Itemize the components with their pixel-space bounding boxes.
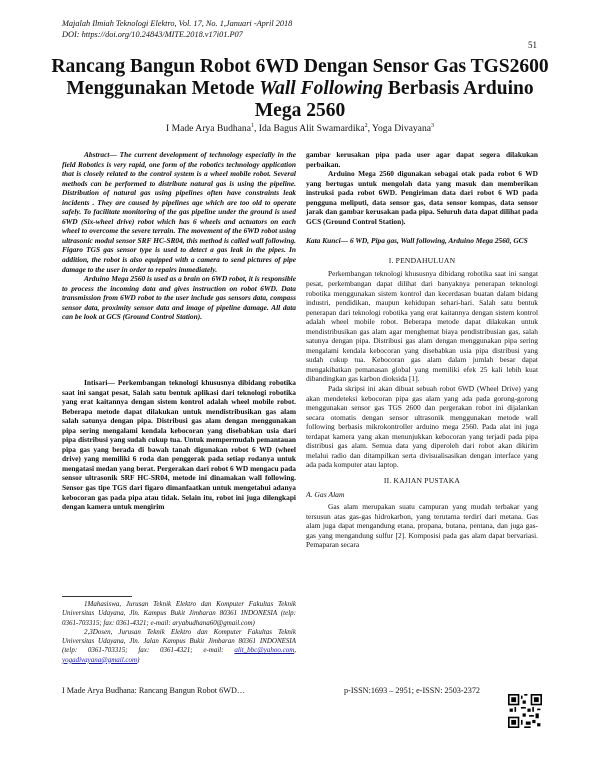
title-line-3: Mega 2560: [254, 100, 346, 121]
subsection-heading: A. Gas Alam: [306, 489, 345, 499]
authors: I Made Arya Budhana$^1$, Ida Bagus Alit Swamardika$^2$, Yoga Divayana$^3$: [166, 123, 434, 135]
section1-p2: Pada skripsi ini akan dibuat sebuah robot 6WD (Wheel Drive) yang akan mendeteksi kebocoran pipa gas alam yang ada pada gorong-gorong menggunakan sensor gas TGS 2600 dan pergerakan robot ini dijalankan secara otomatis dengan sensor ultrasonik menggunakan metode wall following berbasis mikrokontroller arduino mega 2560. Pada alat ini juga terdapat kamera yang akan menunjukkan kebocoran yang terjadi pada pipa distribusi gas alam. Semua data yang diperoleh dari robot akan dikirim melalui radio dan ditampilkan serta divisualisasikan dengan interface yang ada pada komputer atau laptop.: [306, 384, 538, 470]
intisari-p2: Arduino Mega 2560 digunakan sebagai otak pada robot 6 WD yang bertugas untuk mengolah data yang masuk dan memberikan instruksi pada robot 6WD. Pengiriman data dari robot 6 WD pada pengguna meliputi, data sensor gas, data sensor kompas, data sensor jarak dan gambar kerusakan pada pipa. Seluruh data dapat dilihat pada GCS (Ground Control Station).: [306, 169, 538, 226]
section-heading-1: I. PENDAHULUAN: [388, 255, 456, 265]
intisari-p1: Intisari— Perkembangan teknologi khususnya dibidang robotika saat ini sangat pesat, Salah satu bentuk aplikasi dari teknologi robotika yang erat kaitannya dengan sistem kontrol adalah wheel mobile robot. Beberapa metode dapat dilakukan untuk mendistribusikan gas alam salah satunya dengan pipa. Distribusi gas alam dengan menggunakan pipa sering mengalami kendala kebocoran yang disebabkan usia dari pipa distribusi yang sudah cukup tua. Untuk mempermudah pemantauan pipa gas yang berada di bawah tanah digunakan robot 6 WD (wheel drive) yang memiliki 6 roda dan penggerak pada setiap rodanya untuk mengatasi medan yang berat. Pergerakan dari robot 6 WD mengacu pada sensor ultrasonik SRF HC-SR04, metode ini dinamakan wall following. Sensor gas tipe TGS dari figaro dimanfaatkan untuk mengetahui adanya kebocoran gas pada pipa atau tidak. Selain itu, robot ini juga dilengkapi dengan kamera untuk mengirim: [62, 378, 296, 512]
section-heading-2: II. KAJIAN PUSTAKA: [383, 475, 461, 485]
abstract-p1: Abstract— The current development of technology especially in the field Robotics is very rapid, one form of the robotics technology application that is closely related to the control system is a wheel mobile robot. Several methods can be performed to distribute natural gas is using the pipeline. Distribution of natural gas using pipelines often have constraints leak incidents . They are caused by pipelines age which are too old to operate safely. To facilitate monitoring of the gas pipeline under the ground is used 6WD (Six-wheel drive) robot which has 6 wheels and actuators on each wheel to overcome the severe terrain. The movement of the 6WD robot using ultrasonic modul sensor SRF HC-SR04, this method is called wall following. Figaro TGS gas sensor type is used to detect a gas leak in the pipes. In addition, the robot is also equipped with a camera to send pictures of pipe damage to the user in order to repairs immediately.: [62, 150, 296, 274]
section2-p1: Gas alam merupakan suatu campuran yang mudah terbakar yang tersusun atas gas-gas hidrokarbon, yang terutama terdiri dari metana. Gas alam juga dapat mengandung etana, propana, butana, pentana, dan juga gas-gas yang mengandung sulfur [2]. Komposisi pada gas alam dapat bervariasi. Pemaparan secara: [306, 502, 538, 550]
title-line-1: Rancang Bangun Robot 6WD Dengan Sensor Gas TGS2600: [51, 56, 549, 77]
email-link-2[interactable]: yogadivayana@gmail.com: [62, 655, 138, 664]
keywords: Kata Kunci— 6 WD, Pipa gas, Wall following, Arduino Mega 2560, GCS: [306, 236, 528, 246]
right-column: [306, 150, 538, 550]
footer-left: I Made Arya Budhana: Rancang Bangun Robot 6WD…: [62, 686, 246, 695]
doi-text[interactable]: DOI: https://doi.org/10.24843/MITE.2018.v17i01.P07: [62, 30, 243, 39]
abstract-p2: Arduino Mega 2560 is used as a brain on 6WD robot, it is responsible to process the incoming data and gives instruction on robot 6WD. Data transmission from 6WD robot to the user include gas sensors data, compass sensor data, proximity sensor data and image of pipeline damage. All data can be look at GCS (Ground Control Station).: [62, 274, 296, 322]
title-line-2: Menggunakan Metode Wall Following Berbasis Arduino: [66, 78, 534, 99]
paper-title: [40, 56, 560, 122]
footnote-1: 1Mahasiswa, Jurusan Teknik Elektro dan Komputer Fakultas Teknik Universitas Udayana, Jln. Kampus Bukit Jimbaran 80361 INDONESIA (telp: 0361-703315; fax: 0361-4321; e-mail: aryabudhana60@gmail.com): [62, 600, 296, 627]
email-link-1[interactable]: alit_bbc@yahoo.com: [234, 646, 295, 655]
journal-header: [62, 18, 292, 40]
abstract-id: [62, 378, 296, 512]
page-number: 51: [528, 40, 537, 50]
footnotes: [62, 600, 296, 665]
qr-code-icon: [508, 694, 542, 728]
abstract-en: [62, 150, 296, 322]
journal-title: Majalah Ilmiah Teknologi Elektro, Vol. 17, No. 1,Januari -April 2018: [62, 19, 293, 28]
footnote-rule: [62, 596, 132, 597]
footnote-2: 2,3Dosen, Jurusan Teknik Elektro dan Komputer Fakultas Teknik Universitas Udayana, Jln. Jalan Kampus Bukit Jimbaran 80361 INDONESIA (telp: 0361-703315; fax: 0361-4321; e-mail: alit_bbc@yahoo.com, yogadivayana@gmail.com): [62, 627, 296, 664]
intisari-p1-cont: gambar kerusakan pipa pada user agar dapat segera dilakukan perbaikan.: [306, 150, 538, 169]
footer-right: p-ISSN:1693 – 2951; e-ISSN: 2503-2372: [344, 686, 481, 695]
section1-p1: Perkembangan teknologi khususnya dibidang robotika saat ini sangat pesat, perkembangan dapat dilihat dari banyaknya penerapan teknologi robotika menggunakan sistem kontrol dan kecerdasan buatan dalam bidang industri, pendidikan, maupun kehidupan sehari-hari. Salah satu bentuk penerapan dari teknologi robotika yang erat kaitannya dengan sistem kontrol adalah wheel mobile robot. Beberapa metode dapat dilakukan untuk mendistribusikan gas alam agar menghemat biaya pendistribusian gas, salah satunya dengan pipa. Distribusi gas alam dengan menggunakan pipa sering mengalami kendala kebocoran yang disebabkan usia pipa distribusi yang sudah cukup tua. Kebocoran gas alam dalam jumlah besar dapat mengakibatkan pemanasan global yang memiliki efek 25 kali lebih kuat dibandingkan gas karbon dioksida [1].: [306, 269, 538, 384]
